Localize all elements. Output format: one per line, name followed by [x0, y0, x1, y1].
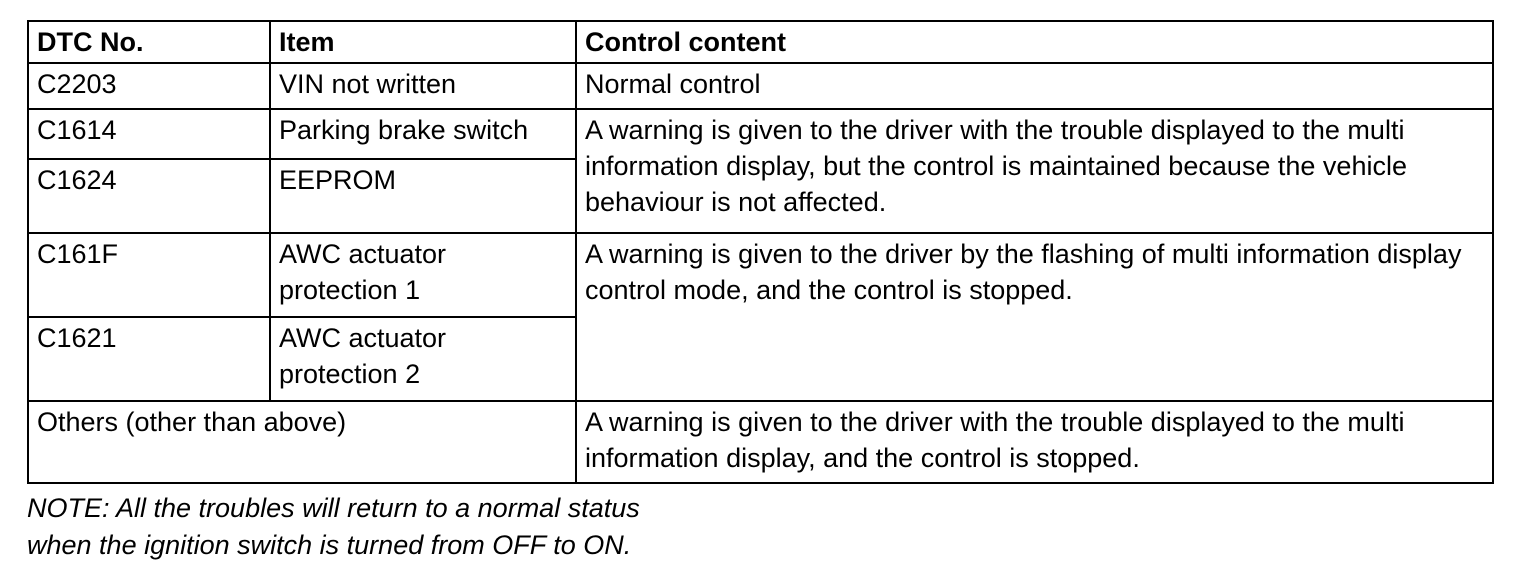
header-control-content: Control content	[576, 21, 1493, 63]
cell-control-content: A warning is given to the driver with the trouble displayed to the multi information display, and the control is stopped.	[576, 401, 1493, 483]
cell-item: VIN not written	[270, 63, 576, 109]
cell-item: AWC actuator protection 1	[270, 233, 576, 317]
dtc-control-table	[27, 20, 1494, 484]
cell-dtc: C1614	[28, 109, 270, 159]
table-row	[28, 109, 1493, 159]
note-line-2: when the ignition switch is turned from OFF to ON.	[27, 530, 632, 560]
cell-dtc: C2203	[28, 63, 270, 109]
cell-dtc: C1624	[28, 159, 270, 233]
table-header-row	[28, 21, 1493, 63]
cell-control-content: A warning is given to the driver with the trouble displayed to the multi information display, but the control is maintained because the vehicle behaviour is not affected.	[576, 109, 1493, 233]
table-row	[28, 233, 1493, 317]
header-dtc-no: DTC No.	[28, 21, 270, 63]
header-item: Item	[270, 21, 576, 63]
cell-item: Parking brake switch	[270, 109, 576, 159]
cell-control-content: Normal control	[576, 63, 1493, 109]
cell-dtc: C1621	[28, 317, 270, 401]
table-row	[28, 63, 1493, 109]
cell-others: Others (other than above)	[28, 401, 576, 483]
cell-dtc: C161F	[28, 233, 270, 317]
cell-item: AWC actuator protection 2	[270, 317, 576, 401]
cell-item: EEPROM	[270, 159, 576, 233]
note-line-1: NOTE: All the troubles will return to a normal status	[27, 493, 640, 523]
cell-control-content: A warning is given to the driver by the flashing of multi information display control mode, and the control is stopped.	[576, 233, 1493, 401]
table-row	[28, 401, 1493, 483]
note-text	[27, 490, 640, 564]
